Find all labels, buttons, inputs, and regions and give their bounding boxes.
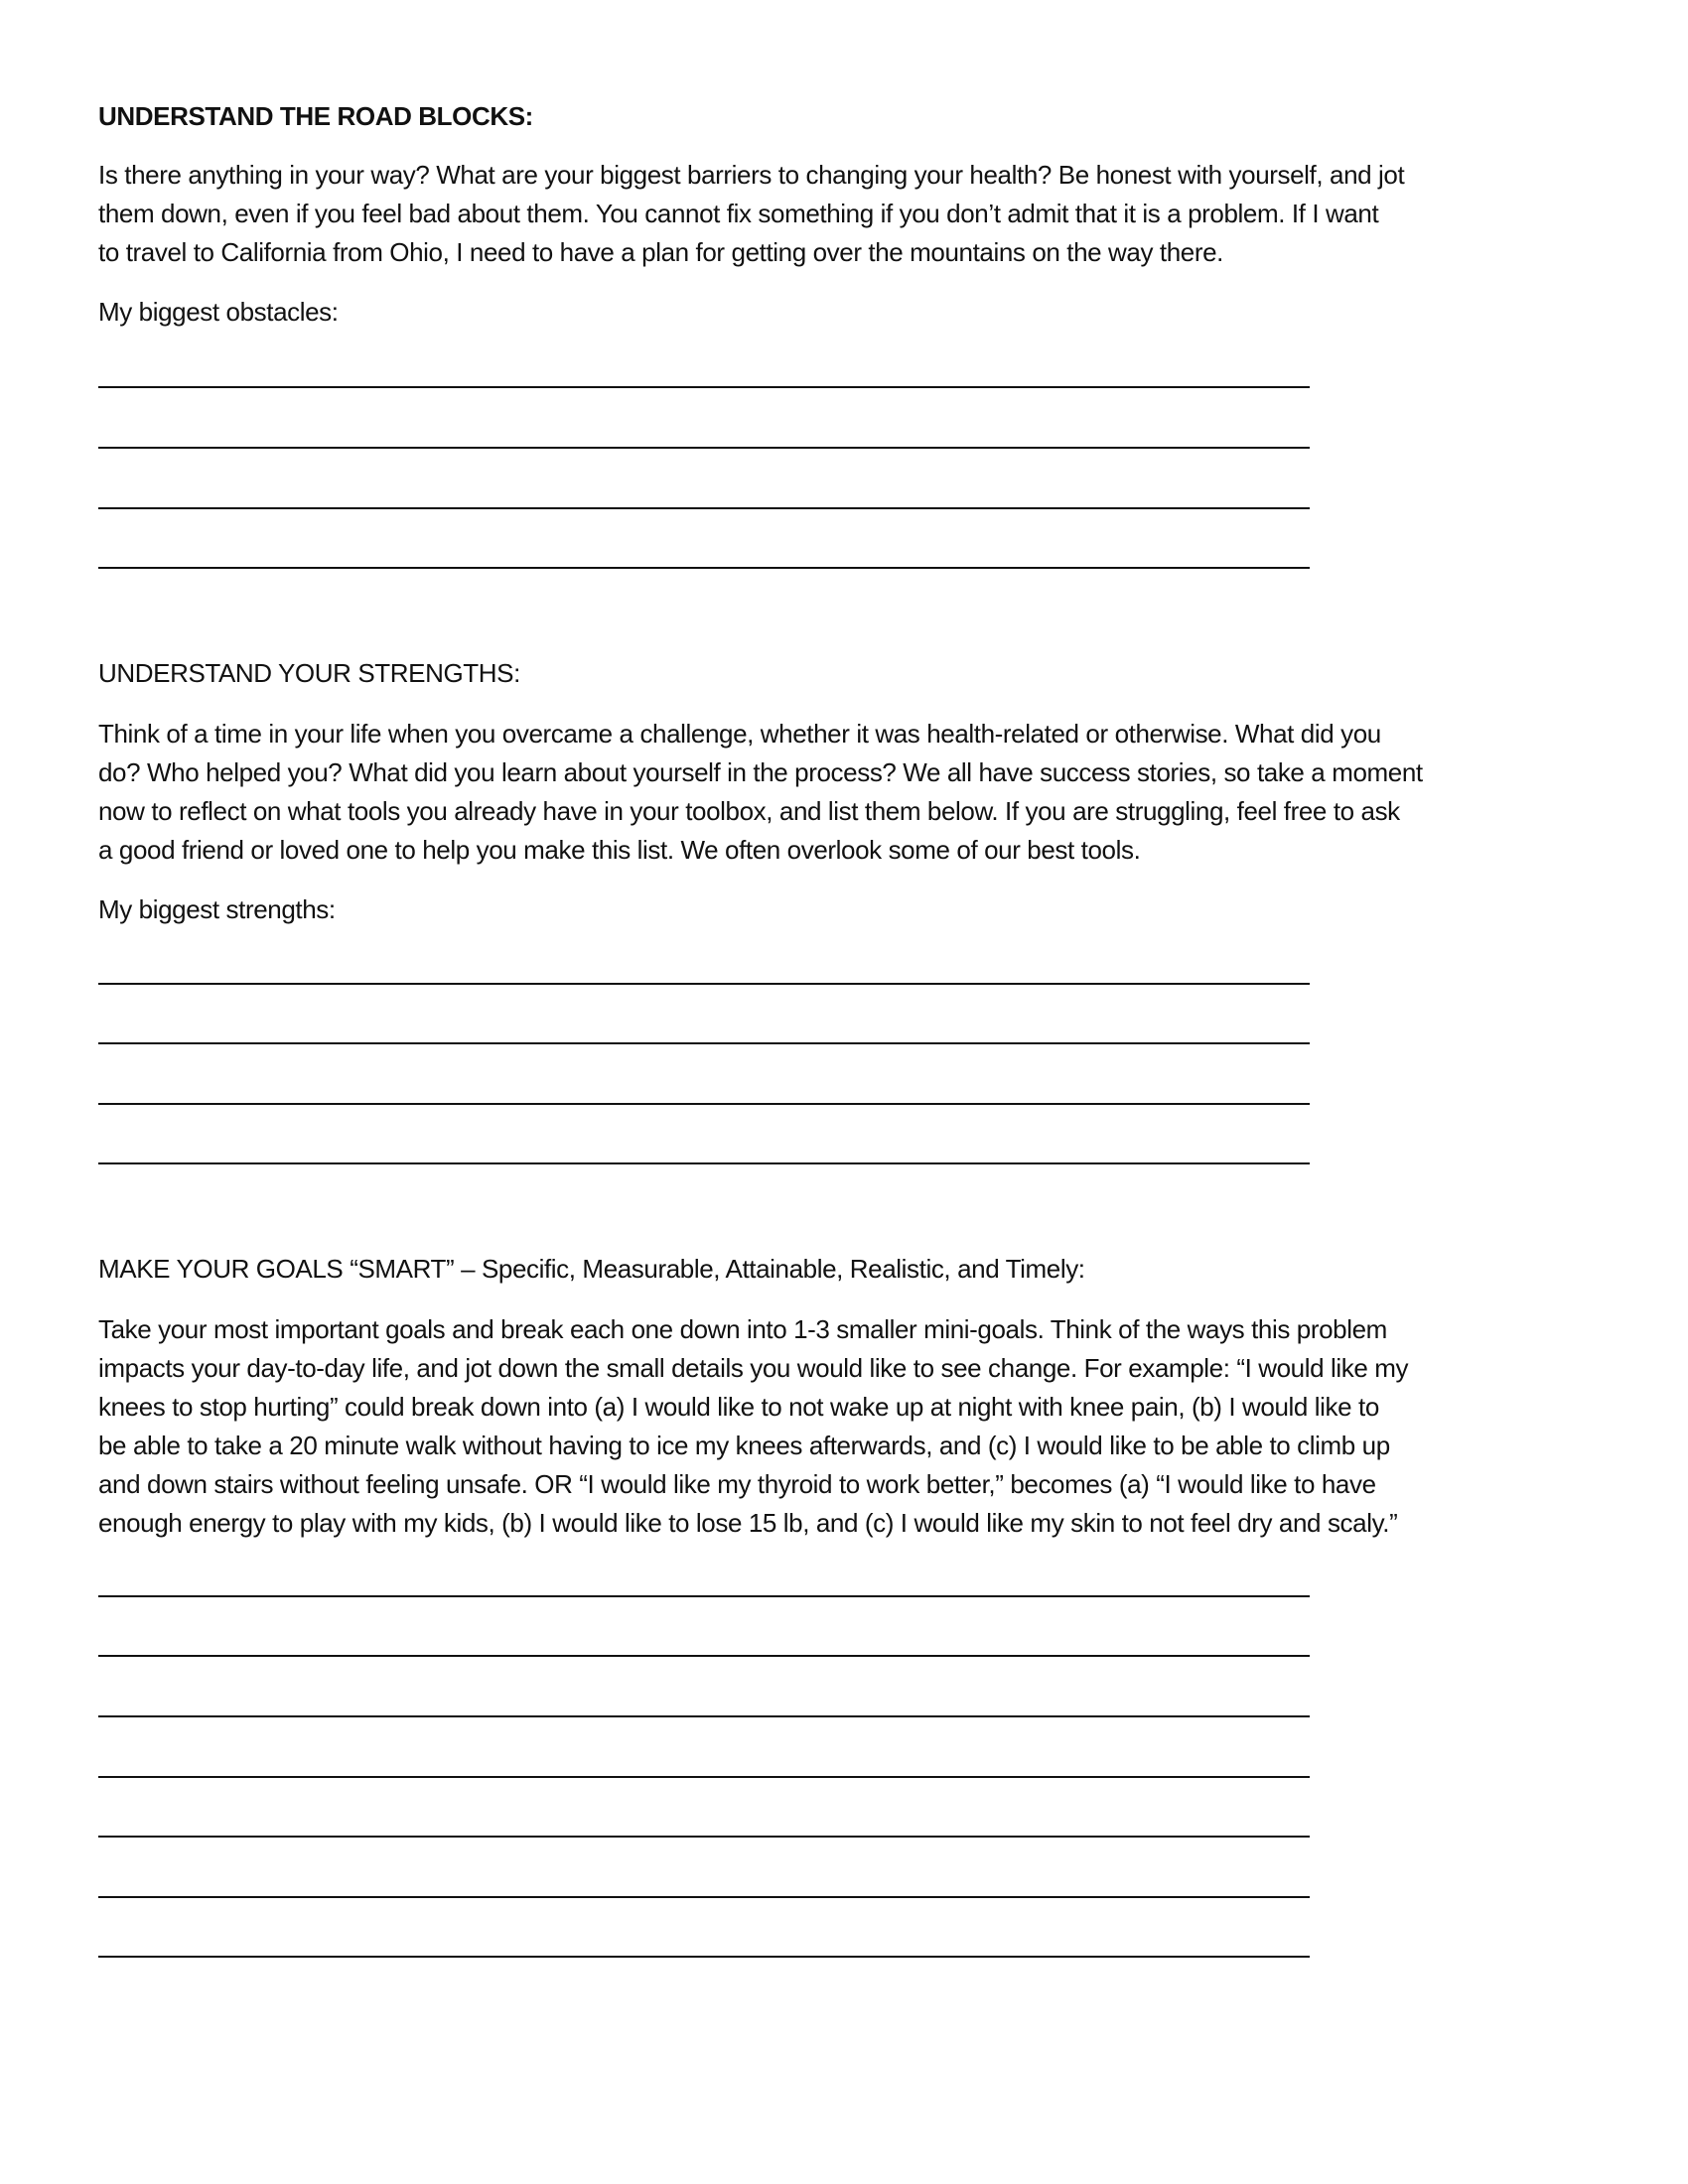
section-heading: UNDERSTAND YOUR STRENGTHS:: [98, 658, 520, 688]
paragraph-line: and down stairs without feeling unsafe. OR “I would like my thyroid to work better,” becomes (a) “I would like to have: [98, 1469, 1376, 1499]
paragraph-line: to travel to California from Ohio, I need to have a plan for getting over the mountains on the way there.: [98, 237, 1224, 267]
answer-line[interactable]: [98, 983, 1310, 985]
answer-line[interactable]: [98, 1956, 1310, 1958]
section-paragraph: [98, 715, 1423, 870]
paragraph-line: Think of a time in your life when you overcame a challenge, whether it was health-related or otherwise. What did you: [98, 719, 1381, 749]
answer-line[interactable]: [98, 447, 1310, 449]
answer-line[interactable]: [98, 1776, 1310, 1778]
answer-line[interactable]: [98, 1042, 1310, 1044]
strengths-prompt: My biggest strengths:: [98, 894, 336, 924]
paragraph-line: enough energy to play with my kids, (b) I would like to lose 15 lb, and (c) I would like my skin to not feel dry and scaly.”: [98, 1508, 1398, 1538]
paragraph-line: a good friend or loved one to help you make this list. We often overlook some of our best tools.: [98, 835, 1141, 865]
paragraph-line: be able to take a 20 minute walk without having to ice my knees afterwards, and (c) I would like to be able to climb up: [98, 1431, 1390, 1460]
answer-line[interactable]: [98, 1655, 1310, 1657]
answer-line[interactable]: [98, 1595, 1310, 1597]
paragraph-line: them down, even if you feel bad about them. You cannot fix something if you don’t admit that it is a problem. If I want: [98, 199, 1379, 228]
answer-line[interactable]: [98, 386, 1310, 388]
answer-line[interactable]: [98, 507, 1310, 509]
answer-line[interactable]: [98, 1715, 1310, 1717]
paragraph-line: Take your most important goals and break each one down into 1-3 smaller mini-goals. Think of the ways this problem: [98, 1314, 1387, 1344]
paragraph-line: knees to stop hurting” could break down into (a) I would like to not wake up at night with knee pain, (b) I would like to: [98, 1392, 1379, 1422]
section-heading: UNDERSTAND THE ROAD BLOCKS:: [98, 101, 533, 131]
section-heading: MAKE YOUR GOALS “SMART” – Specific, Measurable, Attainable, Realistic, and Timely:: [98, 1254, 1085, 1284]
answer-line[interactable]: [98, 1896, 1310, 1898]
paragraph-line: do? Who helped you? What did you learn about yourself in the process? We all have success stories, so take a moment: [98, 757, 1423, 787]
answer-line[interactable]: [98, 1836, 1310, 1838]
answer-line[interactable]: [98, 567, 1310, 569]
section-paragraph: [98, 156, 1404, 272]
section-paragraph: [98, 1310, 1408, 1543]
paragraph-line: now to reflect on what tools you already have in your toolbox, and list them below. If you are struggling, feel free to ask: [98, 796, 1400, 826]
paragraph-line: Is there anything in your way? What are your biggest barriers to changing your health? Be honest with yourself, and jot: [98, 160, 1405, 190]
answer-line[interactable]: [98, 1162, 1310, 1164]
obstacles-prompt: My biggest obstacles:: [98, 297, 339, 327]
answer-line[interactable]: [98, 1103, 1310, 1105]
paragraph-line: impacts your day-to-day life, and jot down the small details you would like to see change. For example: “I would like my: [98, 1353, 1409, 1383]
